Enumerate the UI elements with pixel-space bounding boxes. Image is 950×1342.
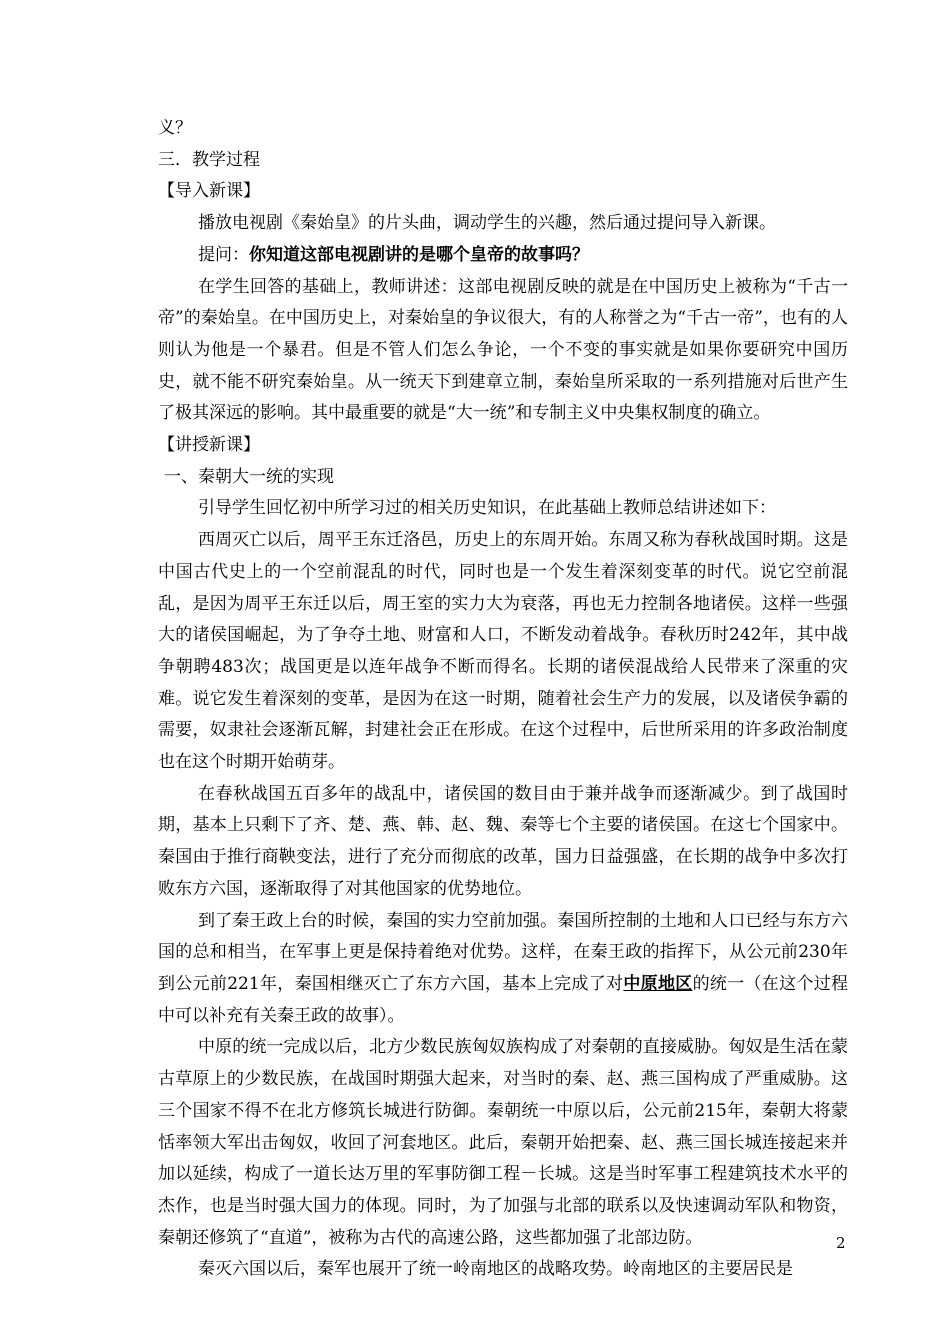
question-text: 你知道这部电视剧讲的是哪个皇帝的故事吗？ — [249, 244, 589, 265]
subsection-heading-1: 一、秦朝大一统的实现 — [164, 466, 334, 487]
paragraph-question — [158, 240, 848, 272]
key-term-central-plains: 中原地区 — [623, 973, 693, 994]
page-number: 2 — [836, 1234, 846, 1252]
paragraph-lecture-3: 在春秋战国五百多年的战乱中，诸侯国的数目由于兼并战争而逐渐减少。到了战国时期，基本上只剩下了齐、楚、燕、韩、赵、魏、秦等七个主要的诸侯国。在这七个国家中。秦国由于推行商鞅变法，进行了充分而彻底的改革，国力日益强盛，在长期的战争中多次打败东方六国，逐渐取得了对其他国家的优势地位。 — [158, 783, 848, 899]
page-content — [158, 113, 848, 1286]
continued-line: 义？ — [158, 118, 192, 138]
heading-lecture: 【讲授新课】 — [158, 435, 260, 456]
section-heading-teaching-process: 三．教学过程 — [158, 149, 260, 170]
paragraph-lecture-2: 西周灭亡以后，周平王东迁洛邑，历史上的东周开始。东周又称为春秋战国时期。这是中国古代史上的一个空前混乱的时代，同时也是一个发生着深刻变革的时代。说它空前混乱，是因为周平王东迁以后，周王室的实力大为衰落，再也无力控制各地诸侯。这样一些强大的诸侯国崛起，为了争夺土地、财富和人口，不断发动着战争。春秋历时242年，其中战争朝聘483次；战国更是以连年战争不断而得名。长期的诸侯混战给人民带来了深重的灾难。说它发生着深刻的变革，是因为在这一时期，随着社会生产力的发展，以及诸侯争霸的需要，奴隶社会逐渐瓦解，封建社会正在形成。在这个过程中，后世所采用的许多政治制度也在这个时期开始萌芽。 — [158, 530, 848, 773]
paragraph-intro-2: 在学生回答的基础上，教师讲述：这部电视剧反映的就是在中国历史上被称为“千古一帝”的秦始皇。在中国历史上，对秦始皇的争议很大，有的人称誉之为“千古一帝”，也有的人则认为他是一个暴君。但是不管人们怎么争论，一个不变的事实就是如果你要研究中国历史，就不能不研究秦始皇。从一统天下到建章立制，秦始皇所采取的一系列措施对后世产生了极其深远的影响。其中最重要的就是“大一统”和专制主义中央集权制度的确立。 — [158, 276, 848, 424]
paragraph-lecture-4 — [158, 906, 848, 1033]
paragraph-lecture-4-part-a: 到了秦王政上台的时候，秦国的实力空前加强。秦国所控制的土地和人口已经与东方六国的总和相当，在军事上更是保持着绝对优势。这样，在秦王政的指挥下，从公元前230年到公元前221年，秦国相继灭亡了东方六国，基本上完成了对 — [158, 910, 848, 994]
heading-intro: 【导入新课】 — [158, 181, 260, 202]
paragraph-lecture-1: 引导学生回忆初中所学习过的相关历史知识，在此基础上教师总结讲述如下： — [198, 498, 776, 519]
paragraph-intro-1: 播放电视剧《秦始皇》的片头曲，调动学生的兴趣，然后通过提问导入新课。 — [198, 213, 776, 234]
paragraph-lecture-4-part-b: 的统一（在这个过程中可以补充有关秦王政的故事）。 — [158, 973, 849, 1026]
paragraph-lecture-6: 秦灭六国以后，秦军也展开了统一岭南地区的战略攻势。岭南地区的主要居民是 — [198, 1259, 793, 1280]
question-label: 提问： — [198, 244, 249, 265]
paragraph-lecture-5: 中原的统一完成以后，北方少数民族匈奴族构成了对秦朝的直接威胁。匈奴是生活在蒙古草原上的少数民族，在战国时期强大起来，对当时的秦、赵、燕三国构成了严重威胁。这三个国家不得不在北方修筑长城进行防御。秦朝统一中原以后，公元前215年，秦朝大将蒙恬率领大军出击匈奴，收回了河套地区。此后，秦朝开始把秦、赵、燕三国长城连接起来并加以延续，构成了一道长达万里的军事防御工程－长城。这是当时军事工程建筑技术水平的杰作，也是当时强大国力的体现。同时，为了加强与北部的联系以及快速调动军队和物资，秦朝还修筑了“直道”，被称为古代的高速公路，这些都加强了北部边防。 — [158, 1037, 848, 1248]
